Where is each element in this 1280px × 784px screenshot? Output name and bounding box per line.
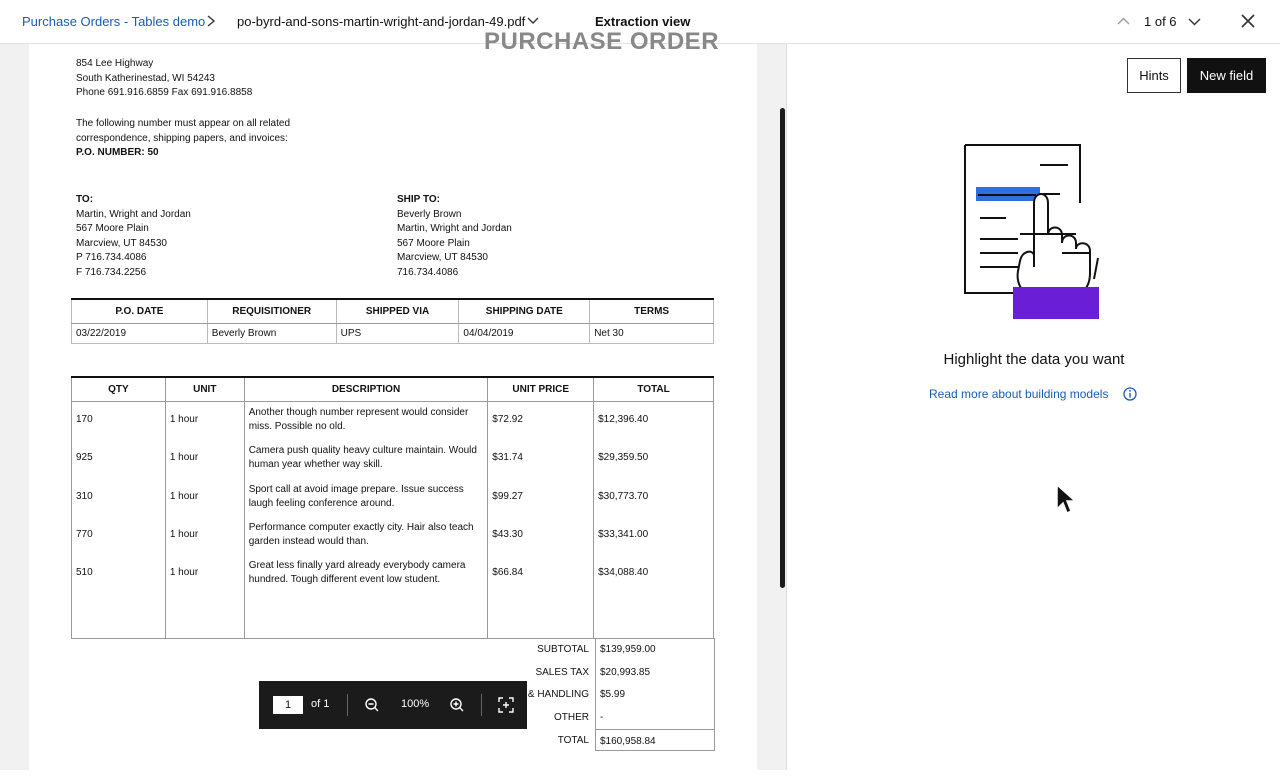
unit-price-cell: $72.92 xyxy=(488,401,594,439)
line-items-table xyxy=(71,376,714,639)
sales-tax-value: $20,993.85 xyxy=(595,661,715,684)
to-line: 567 Moore Plain xyxy=(76,223,149,234)
table-row xyxy=(72,516,714,554)
shipping-value: $5.99 xyxy=(595,683,715,706)
pdf-page xyxy=(29,28,757,784)
table-cell: 03/22/2019 xyxy=(72,323,208,343)
description-cell: Another though number represent would consider miss. Possible no old. xyxy=(244,401,488,439)
zoom-toolbar xyxy=(259,681,527,729)
next-document-icon[interactable] xyxy=(1187,14,1202,29)
to-line: Marcview, UT 84530 xyxy=(76,237,167,249)
unit-cell: 1 hour xyxy=(165,554,244,592)
unit-cell: 1 hour xyxy=(165,516,244,554)
other-label: OTHER xyxy=(554,712,589,724)
ship-to-line: Martin, Wright and Jordan xyxy=(397,223,512,234)
hints-button[interactable]: Hints xyxy=(1127,58,1181,93)
ship-to-line: 716.734.4086 xyxy=(397,266,459,278)
address-line: South Katherinestad, WI 54243 xyxy=(76,72,215,84)
document-viewer[interactable] xyxy=(0,28,787,770)
unit-price-cell: $31.74 xyxy=(488,439,594,477)
qty-cell: 510 xyxy=(72,554,166,592)
note-line: The following number must appear on all related xyxy=(76,118,291,129)
mouse-pointer-icon xyxy=(1055,483,1077,517)
qty-cell: 925 xyxy=(72,439,166,477)
table-header: TERMS xyxy=(590,299,714,323)
file-name[interactable]: po-byrd-and-sons-martin-wright-and-jordan-49.pdf xyxy=(237,14,526,29)
chevron-down-icon[interactable] xyxy=(526,14,540,28)
to-line: F 716.734.2256 xyxy=(76,266,147,278)
table-cell: Beverly Brown xyxy=(207,323,336,343)
ship-to-line: Marcview, UT 84530 xyxy=(397,252,488,263)
table-header: P.O. DATE xyxy=(72,299,208,323)
zoom-level: 100% xyxy=(401,698,430,710)
table-header: UNIT PRICE xyxy=(488,377,594,401)
address-line: Phone 691.916.6859 Fax 691.916.8858 xyxy=(76,87,253,98)
description-cell: Camera push quality heavy culture maintain. Would human year whether way skill. xyxy=(244,439,488,477)
unit-price-cell: $66.84 xyxy=(488,554,594,592)
order-info-table xyxy=(71,298,714,344)
toolbar-divider xyxy=(347,694,348,716)
page-total: of 1 xyxy=(311,698,330,710)
breadcrumb-link[interactable]: Purchase Orders - Tables demo xyxy=(22,14,206,29)
table-header: TOTAL xyxy=(594,377,714,401)
close-icon[interactable] xyxy=(1240,13,1256,29)
to-address xyxy=(76,193,191,280)
unit-cell: 1 hour xyxy=(165,478,244,516)
shipping-row xyxy=(499,683,715,706)
subtotal-value: $139,959.00 xyxy=(595,638,715,661)
sender-address xyxy=(76,57,252,101)
description-cell: Great less finally yard already everybody camera hundred. Tough different event low student. xyxy=(244,554,488,592)
table-cell: 04/04/2019 xyxy=(459,323,590,343)
table-header: SHIPPING DATE xyxy=(459,299,590,323)
ship-to-label: SHIP TO: xyxy=(397,194,440,205)
table-row xyxy=(72,323,714,343)
unit-price-cell: $43.30 xyxy=(488,516,594,554)
new-field-button[interactable]: New field xyxy=(1187,58,1266,93)
ship-to-line: Beverly Brown xyxy=(397,208,462,220)
shipping-label: & HANDLING xyxy=(527,689,589,701)
empty-state-heading: Highlight the data you want xyxy=(943,351,1125,368)
note-line: correspondence, shipping papers, and invoices: xyxy=(76,132,288,144)
qty-cell: 170 xyxy=(72,401,166,439)
sales-tax-row xyxy=(499,661,715,684)
highlight-illustration-icon xyxy=(964,143,1106,323)
table-header: SHIPPED VIA xyxy=(336,299,459,323)
total-label: TOTAL xyxy=(557,734,589,746)
total-value: $160,958.84 xyxy=(595,729,715,752)
unit-price-cell: $99.27 xyxy=(488,478,594,516)
ship-to-line: 567 Moore Plain xyxy=(397,237,470,249)
table-header: DESCRIPTION xyxy=(244,377,488,401)
total-cell: $12,396.40 xyxy=(594,401,714,439)
table-header: QTY xyxy=(72,377,166,401)
to-line: P 716.734.4086 xyxy=(76,252,147,263)
table-row xyxy=(72,401,714,439)
to-line: Martin, Wright and Jordan xyxy=(76,208,191,220)
totals-block xyxy=(499,638,715,751)
read-more-link[interactable]: Read more about building models xyxy=(929,387,1109,401)
fields-panel xyxy=(788,44,1280,770)
other-value: - xyxy=(595,706,715,729)
previous-document-icon[interactable] xyxy=(1116,14,1131,29)
total-cell: $33,341.00 xyxy=(594,516,714,554)
description-cell: Sport call at avoid image prepare. Issue success laugh feeling conference around. xyxy=(244,478,488,516)
chevron-right-icon xyxy=(205,13,217,29)
description-cell: Performance computer exactly city. Hair also teach garden instead would than. xyxy=(244,516,488,554)
fit-to-page-icon[interactable] xyxy=(498,697,514,713)
ship-to-address xyxy=(397,193,512,280)
to-label: TO: xyxy=(76,194,94,205)
subtotal-row xyxy=(499,638,715,661)
subtotal-label: SUBTOTAL xyxy=(537,644,589,655)
document-title: PURCHASE ORDER xyxy=(484,28,720,55)
unit-cell: 1 hour xyxy=(165,439,244,477)
table-header: UNIT xyxy=(165,377,244,401)
page-number-input[interactable] xyxy=(273,696,303,714)
table-cell: Net 30 xyxy=(590,323,714,343)
page-title: Extraction view xyxy=(595,14,691,29)
total-row xyxy=(499,729,715,752)
po-number: P.O. NUMBER: 50 xyxy=(76,147,159,158)
zoom-in-icon[interactable] xyxy=(449,697,465,713)
qty-cell: 310 xyxy=(72,478,166,516)
table-row xyxy=(72,554,714,592)
unit-cell: 1 hour xyxy=(165,401,244,439)
total-cell: $29,359.50 xyxy=(594,439,714,477)
sales-tax-label: SALES TAX xyxy=(535,666,589,678)
table-row xyxy=(72,478,714,516)
toolbar-divider xyxy=(481,694,482,716)
po-note xyxy=(76,117,290,161)
qty-cell: 770 xyxy=(72,516,166,554)
table-header: REQUISITIONER xyxy=(207,299,336,323)
empty-row xyxy=(72,592,714,638)
table-row xyxy=(72,439,714,477)
document-counter: 1 of 6 xyxy=(1144,14,1177,29)
scrollbar-thumb[interactable] xyxy=(780,108,785,588)
zoom-out-icon[interactable] xyxy=(364,697,380,713)
total-cell: $34,088.40 xyxy=(594,554,714,592)
total-cell: $30,773.70 xyxy=(594,478,714,516)
table-cell: UPS xyxy=(336,323,459,343)
address-line: 854 Lee Highway xyxy=(76,58,154,69)
other-row xyxy=(499,706,715,729)
info-icon[interactable] xyxy=(1123,387,1137,401)
